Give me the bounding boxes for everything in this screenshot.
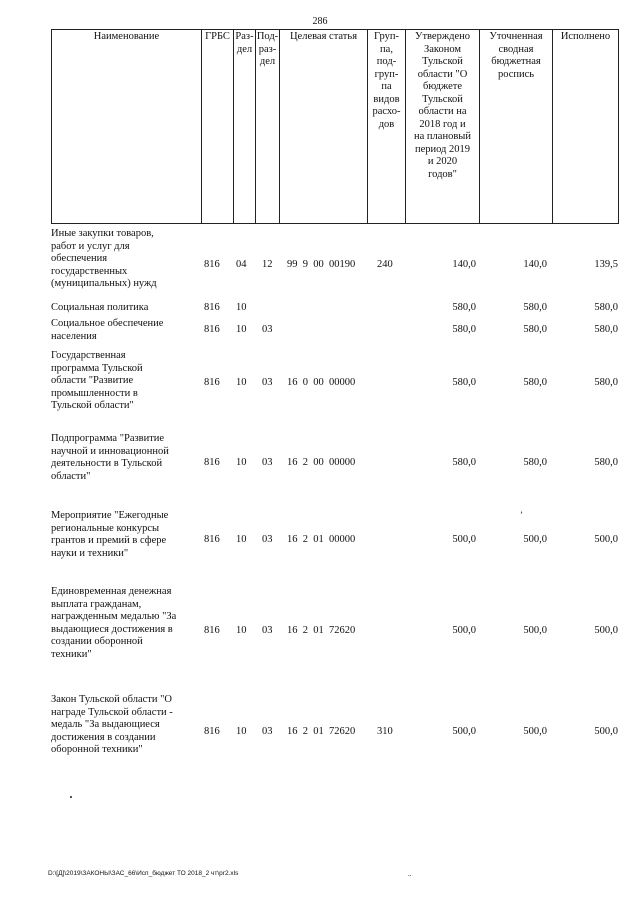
row-name: Социальное обеспечение населения — [51, 318, 164, 342]
row-podrazdel: 03 — [262, 534, 273, 545]
row-executed: 580,0 — [594, 457, 618, 468]
row-expense-group: 310 — [377, 726, 393, 737]
page-number: 286 — [312, 16, 328, 27]
row-podrazdel: 03 — [262, 377, 273, 388]
row-podrazdel: 03 — [262, 457, 273, 468]
header-target-article: Целевая статья — [279, 29, 367, 224]
row-grbs: 816 — [204, 534, 220, 545]
header-executed: Исполнено — [552, 29, 619, 224]
row-refined: 500,0 — [523, 625, 547, 636]
scan-speck — [70, 796, 72, 798]
row-target-article: 16 2 01 72620 — [287, 625, 356, 636]
row-target-article: 16 0 00 00000 — [287, 377, 356, 388]
row-approved: 500,0 — [452, 534, 476, 545]
row-grbs: 816 — [204, 259, 220, 270]
file-path-footer: D:\[Д]\2019\ЗАКОНЫ\ЗАС_66\Исп_бюджет ТО 2018_2 чт\pr2.xls — [48, 870, 239, 877]
row-razdel: 10 — [236, 377, 247, 388]
row-name: Закон Тульской области "О награде Тульской области - медаль "За выдающиеся достижения в создании оборонной техники" — [51, 694, 173, 755]
header-name: Наименование — [51, 29, 201, 224]
row-approved: 580,0 — [452, 302, 476, 313]
row-refined: 140,0 — [523, 259, 547, 270]
row-name: Социальная политика — [51, 302, 149, 313]
row-executed: 580,0 — [594, 324, 618, 335]
row-grbs: 816 — [204, 377, 220, 388]
header-approved: Утверждено Законом Тульской области "О бюджете Тульской области на 2018 год и на плановый период 2019 и 2020 годов" — [405, 29, 479, 224]
row-refined: 580,0 — [523, 377, 547, 388]
row-razdel: 10 — [236, 534, 247, 545]
header-razdel: Раз- дел — [233, 29, 255, 224]
row-razdel: 10 — [236, 625, 247, 636]
header-expense-group: Груп- па, под- груп- па видов расхо- дов — [367, 29, 405, 224]
row-approved: 580,0 — [452, 324, 476, 335]
row-target-article: 16 2 01 00000 — [287, 534, 356, 545]
row-name: Единовременная денежная выплата гражданам, награжденным медалью "За выдающиеся достижения в создании оборонной техники" — [51, 586, 177, 660]
row-podrazdel: 03 — [262, 726, 273, 737]
row-podrazdel: 03 — [262, 625, 273, 636]
row-approved: 140,0 — [452, 259, 476, 270]
footer-dots: .. — [408, 870, 412, 878]
row-executed: 500,0 — [594, 534, 618, 545]
row-executed: 580,0 — [594, 302, 618, 313]
stray-pen-mark: ’ — [520, 510, 523, 520]
row-razdel: 10 — [236, 324, 247, 335]
header-grbs: ГРБС — [201, 29, 233, 224]
row-razdel: 10 — [236, 726, 247, 737]
row-executed: 580,0 — [594, 377, 618, 388]
row-name: Государственная программа Тульской области "Развитие промышленности в Тульской области" — [51, 350, 143, 411]
row-expense-group: 240 — [377, 259, 393, 270]
row-refined: 500,0 — [523, 534, 547, 545]
row-podrazdel: 12 — [262, 259, 273, 270]
row-razdel: 10 — [236, 302, 247, 313]
row-grbs: 816 — [204, 457, 220, 468]
row-refined: 500,0 — [523, 726, 547, 737]
row-target-article: 16 2 01 72620 — [287, 726, 356, 737]
header-podrazdel: Под- раз- дел — [255, 29, 279, 224]
row-target-article: 16 2 00 00000 — [287, 457, 356, 468]
row-grbs: 816 — [204, 726, 220, 737]
row-approved: 580,0 — [452, 377, 476, 388]
row-executed: 500,0 — [594, 625, 618, 636]
row-grbs: 816 — [204, 302, 220, 313]
row-executed: 500,0 — [594, 726, 618, 737]
row-approved: 580,0 — [452, 457, 476, 468]
row-target-article: 99 9 00 00190 — [287, 259, 356, 270]
row-approved: 500,0 — [452, 726, 476, 737]
row-executed: 139,5 — [594, 259, 618, 270]
row-approved: 500,0 — [452, 625, 476, 636]
row-name: Иные закупки товаров, работ и услуг для обеспечения государственных (муниципальных) нужд — [51, 228, 157, 289]
row-razdel: 10 — [236, 457, 247, 468]
row-razdel: 04 — [236, 259, 247, 270]
row-name: Мероприятие "Ежегодные региональные конкурсы грантов и премий в сфере науки и техники" — [51, 510, 169, 559]
header-refined: Уточненная сводная бюджетная роспись — [479, 29, 552, 224]
row-refined: 580,0 — [523, 302, 547, 313]
row-grbs: 816 — [204, 324, 220, 335]
row-refined: 580,0 — [523, 324, 547, 335]
row-refined: 580,0 — [523, 457, 547, 468]
row-grbs: 816 — [204, 625, 220, 636]
row-podrazdel: 03 — [262, 324, 273, 335]
row-name: Подпрограмма "Развитие научной и инновационной деятельности в Тульской области" — [51, 433, 169, 482]
